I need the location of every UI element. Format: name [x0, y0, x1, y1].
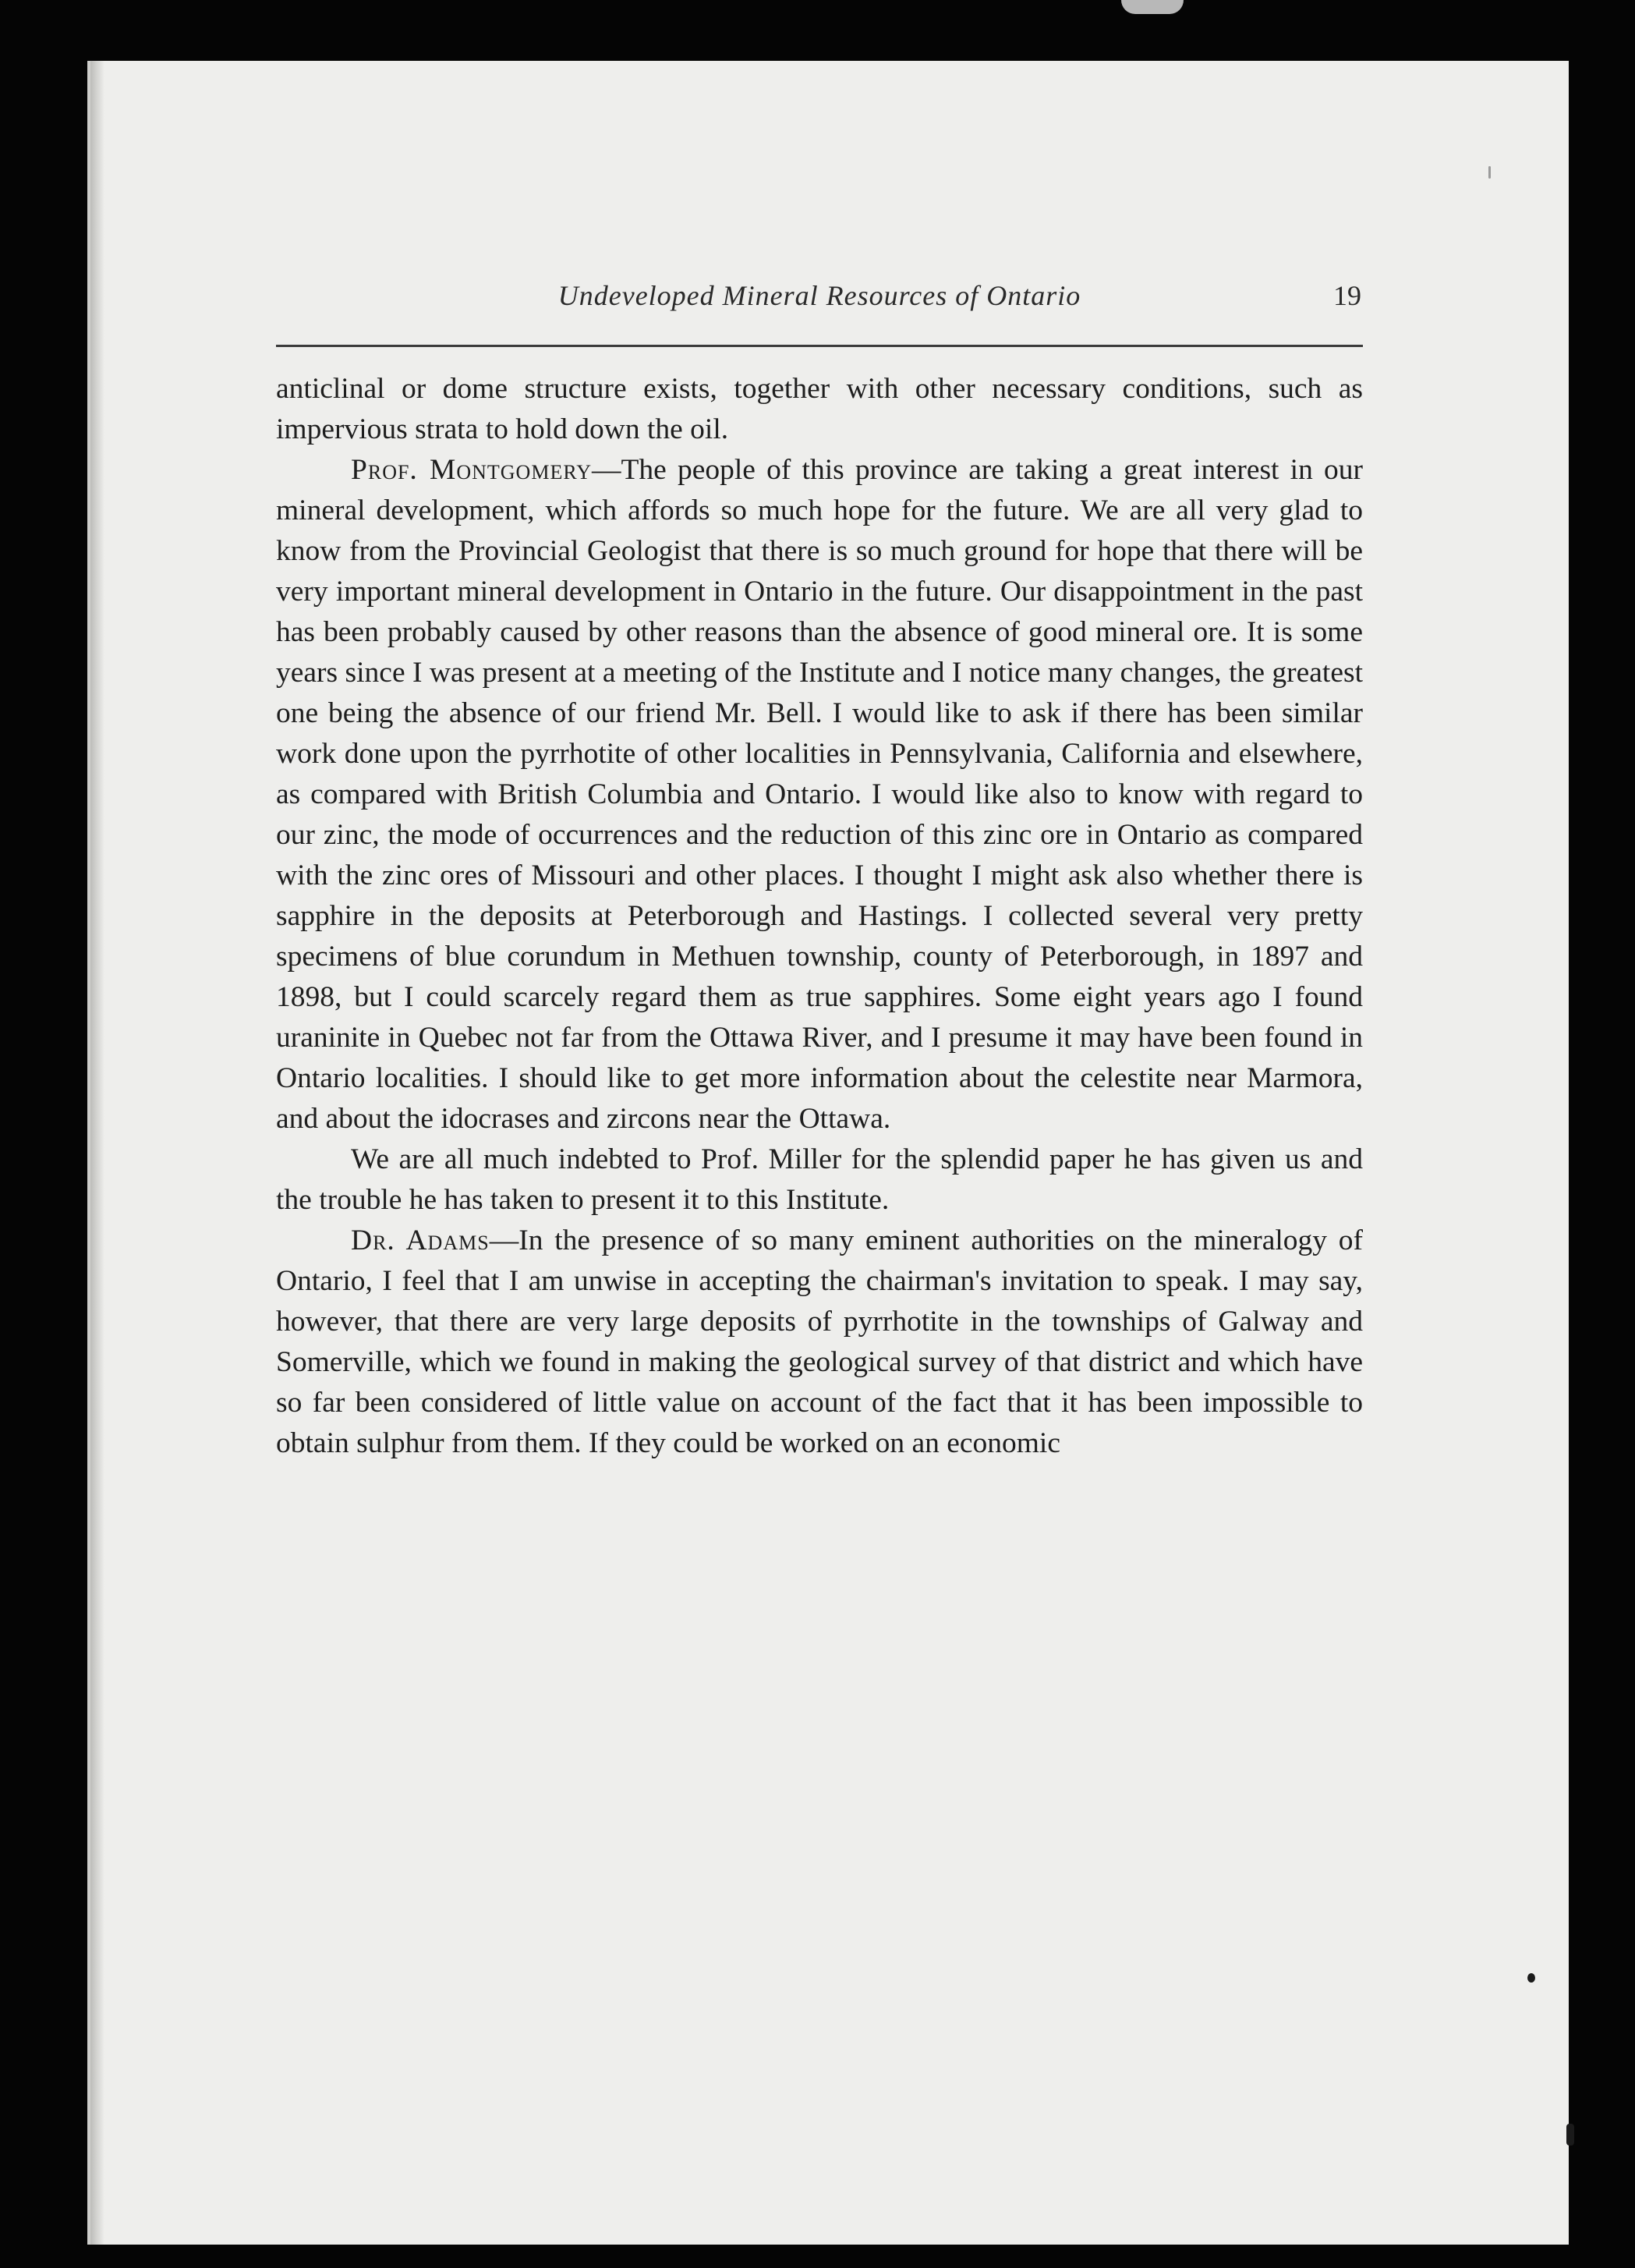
paragraph-4 — [276, 1221, 1363, 1464]
book-page — [87, 61, 1569, 2245]
paragraph-text: —In the presence of so many eminent authorities on the mineralogy of Ontario, I feel that I am unwise in accepting the chairman's invitation to speak. I may say, however, that there are very large deposits of pyrrhotite in the townships of Galway and Somerville, which we found in making the geological survey of that district and which have so far been considered of little value on account of the fact that it has been impossible to obtain sulphur from them. If they could be worked on an economic — [276, 1224, 1363, 1459]
scan-speck — [1527, 1973, 1535, 1983]
paragraph-text: anticlinal or dome structure exists, together with other necessary conditions, such as impervious strata to hold down the oil. — [276, 373, 1363, 445]
speaker-name: Dr. Adams — [351, 1224, 490, 1256]
scan-speck — [1566, 2124, 1574, 2146]
page-number: 19 — [1333, 280, 1361, 311]
page-header — [278, 279, 1361, 326]
page-edge-shadow — [90, 61, 104, 2245]
paragraph-2 — [276, 450, 1363, 1139]
paragraph-text: We are all much indebted to Prof. Miller for the splendid paper he has given us and the trouble he has taken to present it to this Institute. — [276, 1143, 1363, 1216]
body-text — [276, 369, 1363, 1464]
running-title: Undeveloped Mineral Resources of Ontario — [557, 280, 1081, 311]
paragraph-text: —The people of this province are taking a great interest in our mineral development, which affords so much hope for the future. We are all very glad to know from the Provincial Geologist that there is so much ground for hope that there will be very important mineral development in Ontario in the future. Our disappointment in the past has been probably caused by other reasons than the absence of good mineral ore. It is some years since I was present at a meeting of the Institute and I notice many changes, the greatest one being the absence of our friend Mr. Bell. I would like to ask if there has been similar work done upon the pyrrhotite of other localities in Pennsylvania, California and elsewhere, as compared with British Columbia and Ontario. I would like also to know with regard to our zinc, the mode of occurrences and the reduction of this zinc ore in Ontario as compared with the zinc ores of Missouri and other places. I thought I might ask also whether there is sapphire in the deposits at Peterborough and Hastings. I collected several very pretty specimens of blue corundum in Methuen township, county of Peterborough, in 1897 and 1898, but I could scarcely regard them as true sapphires. Some eight years ago I found uraninite in Quebec not far from the Ottawa River, and I presume it may have been found in Ontario localities. I should like to get more information about the celestite near Marmora, and about the idocrases and zircons near the Ottawa. — [276, 454, 1363, 1135]
speaker-name: Prof. Montgomery — [351, 454, 593, 486]
header-rule — [276, 345, 1363, 347]
paragraph-1 — [276, 369, 1363, 450]
scan-speck — [1488, 166, 1491, 179]
paragraph-3 — [276, 1139, 1363, 1221]
scan-smudge — [1121, 0, 1184, 14]
